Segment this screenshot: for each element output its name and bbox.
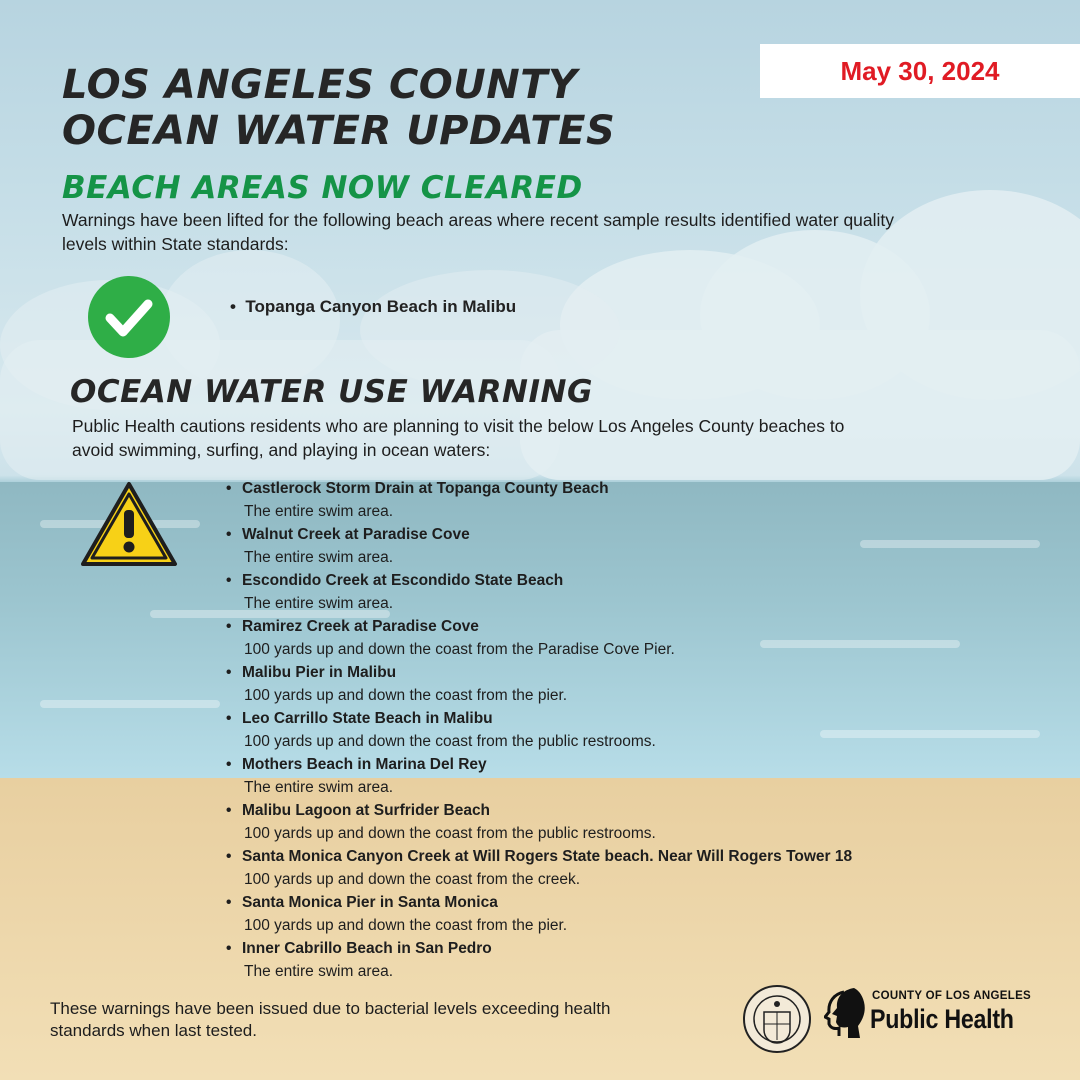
- beach-name: • Malibu Lagoon at Surfrider Beach: [242, 800, 490, 822]
- date-banner: [760, 44, 1080, 98]
- check-circle-icon: [88, 276, 170, 358]
- page-title: [62, 62, 615, 154]
- public-health-logo: [824, 984, 1044, 1040]
- list-item: [224, 616, 1044, 662]
- cleared-heading: BEACH AREAS NOW CLEARED: [62, 170, 583, 206]
- date-label: May 30, 2024: [840, 56, 1000, 86]
- logo-public-health-text: Public Health: [870, 1004, 1014, 1034]
- list-item: [224, 846, 1044, 892]
- warning-triangle-icon: [80, 480, 178, 568]
- list-item: [224, 708, 1044, 754]
- title-line-1: LOS ANGELES COUNTY: [62, 62, 578, 108]
- list-item: [224, 800, 1044, 846]
- title-line-2: OCEAN WATER UPDATES: [62, 108, 616, 154]
- beach-name: • Inner Cabrillo Beach in San Pedro: [242, 938, 492, 960]
- list-item: [224, 938, 1044, 984]
- beach-area: The entire swim area.: [244, 503, 394, 520]
- beach-name: • Ramirez Creek at Paradise Cove: [242, 616, 479, 638]
- beach-area: The entire swim area.: [244, 963, 394, 980]
- beach-area: The entire swim area.: [244, 595, 394, 612]
- beach-area: 100 yards up and down the coast from the public restrooms.: [244, 825, 656, 842]
- cleared-list-item: [230, 297, 516, 317]
- wave: [40, 700, 220, 708]
- beach-area: 100 yards up and down the coast from the pier.: [244, 917, 568, 934]
- beach-name: • Escondido Creek at Escondido State Beach: [242, 570, 563, 592]
- beach-area: 100 yards up and down the coast from the creek.: [244, 871, 581, 888]
- list-item: [224, 478, 1044, 524]
- beach-area: 100 yards up and down the coast from the Paradise Cove Pier.: [244, 641, 675, 658]
- list-item: [224, 570, 1044, 616]
- beach-area: 100 yards up and down the coast from the pier.: [244, 687, 568, 704]
- beach-name: • Walnut Creek at Paradise Cove: [242, 524, 470, 546]
- warning-heading: OCEAN WATER USE WARNING: [70, 374, 593, 410]
- beach-area: 100 yards up and down the coast from the public restrooms.: [244, 733, 656, 750]
- beach-name: • Santa Monica Pier in Santa Monica: [242, 892, 498, 914]
- cleared-intro: Warnings have been lifted for the following beach areas where recent sample results identified water quality levels within State standards:: [62, 210, 895, 254]
- list-item: [224, 892, 1044, 938]
- beach-name: • Leo Carrillo State Beach in Malibu: [242, 708, 493, 730]
- logo-county-text: COUNTY OF LOS ANGELES: [872, 990, 1032, 1002]
- warning-beach-list: [224, 478, 1044, 984]
- beach-area: The entire swim area.: [244, 549, 394, 566]
- beach-area: The entire swim area.: [244, 779, 394, 796]
- bullet-dot: •: [230, 297, 246, 316]
- cleared-beach-name: Topanga Canyon Beach in Malibu: [245, 297, 517, 316]
- beach-name: • Castlerock Storm Drain at Topanga County Beach: [242, 478, 609, 500]
- profile-silhouettes-icon: [824, 984, 868, 1040]
- list-item: [224, 662, 1044, 708]
- footer-note: These warnings have been issued due to bacterial levels exceeding health standards when last tested.: [50, 999, 611, 1040]
- beach-name: • Malibu Pier in Malibu: [242, 662, 396, 684]
- county-seal-logo: [742, 984, 812, 1054]
- list-item: [224, 524, 1044, 570]
- list-item: [224, 754, 1044, 800]
- warning-intro: Public Health cautions residents who are planning to visit the below Los Angeles County beaches to avoid swimming, surfing, and playing in ocean waters:: [72, 416, 845, 460]
- beach-name: • Santa Monica Canyon Creek at Will Rogers State beach. Near Will Rogers Tower 18: [242, 846, 852, 868]
- beach-name: • Mothers Beach in Marina Del Rey: [242, 754, 487, 776]
